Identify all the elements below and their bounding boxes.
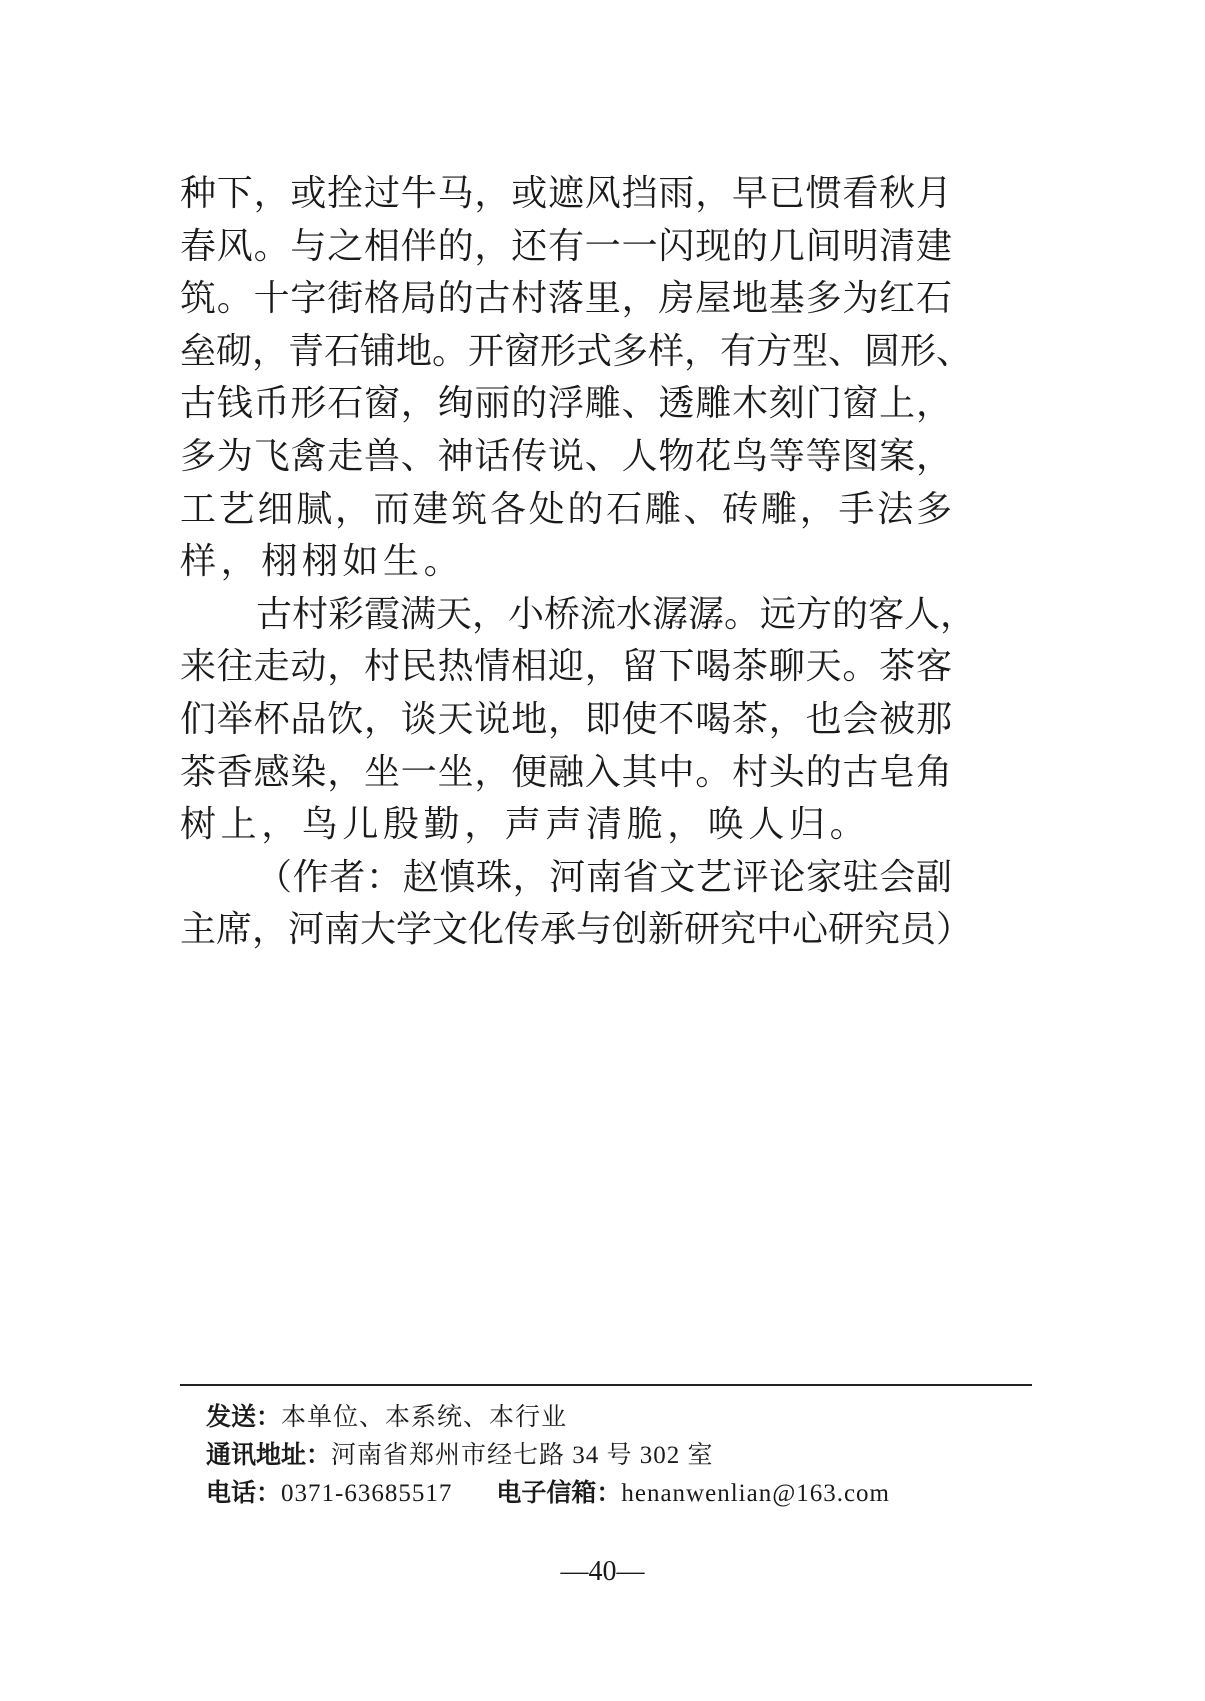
text-line: 古钱币形石窗，绚丽的浮雕、透雕木刻门窗上， [180, 383, 952, 425]
page-number: —40— [560, 1556, 645, 1587]
footer-contact-row [206, 1474, 1026, 1512]
footer-address-row [206, 1436, 1026, 1474]
send-value: 本单位、本系统、本行业 [281, 1404, 568, 1431]
address-label: 通讯地址： [206, 1440, 332, 1469]
text-line: 多为飞禽走兽、神话传说、人物花鸟等等图案， [180, 435, 952, 477]
article-body [180, 168, 977, 957]
text-line: 种下，或拴过牛马，或遮风挡雨，早已惯看秋月 [180, 173, 952, 214]
author-note-line: （作者：赵慎珠，河南省文艺评论家驻会副 [256, 856, 952, 898]
email-value[interactable]: henanwenlian@163.com [621, 1480, 891, 1507]
send-label: 发送： [206, 1402, 282, 1431]
footer-divider [180, 1384, 1032, 1386]
text-line: 树上，鸟儿殷勤，声声清脆，唤人归。 [180, 804, 871, 846]
text-line: 样，栩栩如生。 [180, 541, 465, 583]
phone-label: 电话： [206, 1478, 282, 1507]
text-line: 茶香感染，坐一坐，便融入其中。村头的古皂角 [180, 751, 952, 793]
footer-info [206, 1398, 1026, 1512]
phone-value: 0371-63685517 [281, 1480, 453, 1507]
address-value: 河南省郑州市经七路 34 号 302 室 [331, 1442, 714, 1469]
paragraph-start-line: 古村彩霞满天，小桥流水潺潺。远方的客人， [256, 593, 977, 635]
text-line: 来往走动，村民热情相迎，留下喝茶聊天。茶客 [180, 646, 952, 688]
text-line: 垒砌，青石铺地。开窗形式多样，有方型、圆形、 [180, 330, 973, 372]
text-line: 筑。十字街格局的古村落里，房屋地基多为红石 [180, 278, 952, 320]
footer-send-row [206, 1398, 1026, 1436]
text-line: 工艺细腻，而建筑各处的石雕、砖雕，手法多 [180, 488, 952, 530]
author-note-line: 主席，河南大学文化传承与创新研究中心研究员） [180, 909, 973, 951]
email-label: 电子信箱： [496, 1478, 622, 1507]
text-line: 们举杯品饮，谈天说地，即使不喝茶，也会被那 [180, 698, 952, 740]
text-line: 春风。与之相伴的，还有一一闪现的几间明清建 [180, 225, 952, 267]
